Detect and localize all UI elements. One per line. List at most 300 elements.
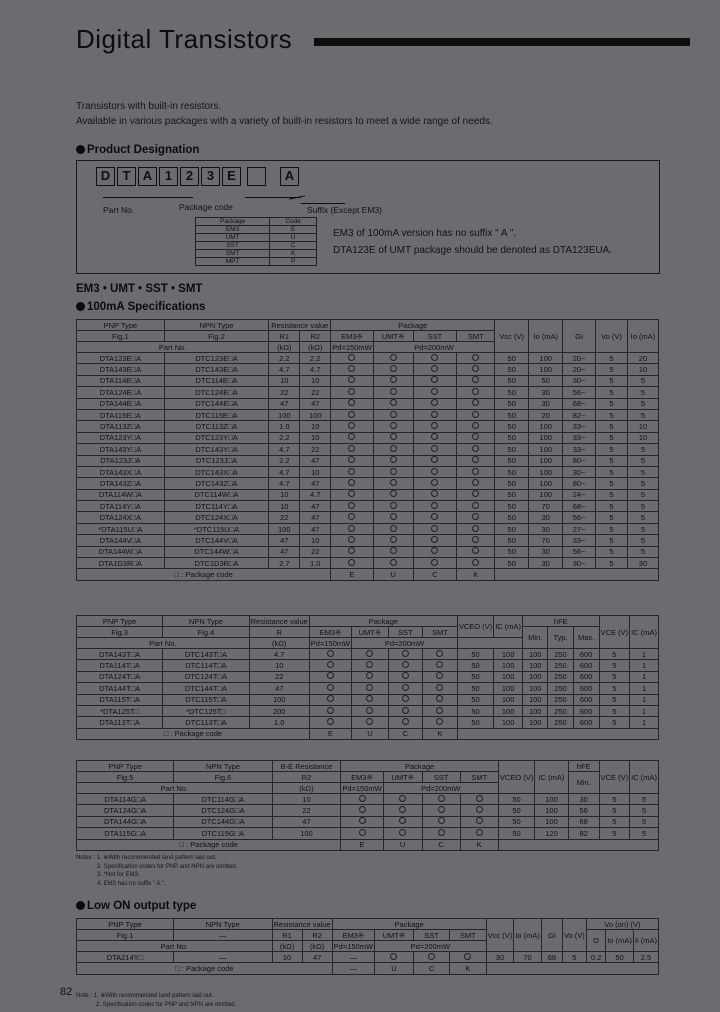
cell-ic2: 1 [630, 660, 659, 671]
cell-r2: 10 [300, 535, 331, 546]
table-row [77, 705, 659, 716]
available-mark-icon [390, 468, 397, 475]
available-mark-icon [464, 953, 471, 960]
available-mark-icon [399, 806, 406, 813]
spec-100ma-table [76, 319, 659, 581]
cell-em3 [331, 523, 373, 534]
available-mark-icon [348, 365, 355, 372]
cell-vcc: 50 [495, 501, 529, 512]
cell-sst [413, 409, 457, 420]
col-header: Pd=200mW [373, 342, 495, 353]
cell-r1: 4.7 [269, 444, 300, 455]
cell-io: 30 [529, 512, 563, 523]
cell-smt [423, 649, 458, 660]
npn-part: DTC143Z□A [164, 478, 269, 489]
cell-io2: 5 [627, 546, 658, 557]
cell-ic: 100 [494, 649, 523, 660]
cell-sst [413, 353, 457, 364]
cell-r1: 100 [269, 409, 300, 420]
col-header: Ii (mA) [633, 930, 658, 952]
available-mark-icon [431, 365, 438, 372]
available-mark-icon [431, 422, 438, 429]
group-heading: EM3 • UMT • SST • SMT [76, 283, 203, 295]
col-header: hFE [568, 761, 599, 772]
col-header: (kΩ) [269, 342, 300, 353]
cell-r2: 47 [300, 512, 331, 523]
cell-r2: 1.0 [300, 558, 331, 569]
cell-ic: 100 [494, 660, 523, 671]
cell-r1: 10 [269, 375, 300, 386]
cell-smt [457, 478, 495, 489]
table-row [77, 421, 659, 432]
designation-note: DTA123E of UMT package should be denoted as DTA123EUA. [333, 245, 613, 256]
available-mark-icon [348, 411, 355, 418]
available-mark-icon [436, 672, 443, 679]
package-code: C [413, 569, 457, 580]
box-char: E [222, 167, 241, 186]
cell-ic: 100 [494, 694, 523, 705]
title-rule [314, 38, 690, 46]
available-mark-icon [366, 718, 373, 725]
cell-hfe-typ: 250 [548, 717, 573, 728]
available-mark-icon [327, 707, 334, 714]
suffix-bracket [301, 203, 345, 204]
cell-vce: 5 [599, 794, 630, 805]
package-code: K [460, 839, 498, 850]
npn-part: DTC114T□A [163, 660, 249, 671]
map-cell: P [270, 258, 317, 266]
cell-r1: 4.7 [269, 478, 300, 489]
cell-smt [460, 828, 498, 839]
col-header: Fig.3 [77, 627, 163, 638]
available-mark-icon [402, 707, 409, 714]
package-code-map [195, 217, 317, 266]
cell-io2: 5 [627, 455, 658, 466]
npn-part: DTC144W□A [164, 546, 269, 557]
npn-part: DTC115T□A [163, 694, 249, 705]
available-mark-icon [436, 661, 443, 668]
table-row [77, 558, 659, 569]
col-header: GI [563, 320, 596, 353]
table-row [77, 816, 659, 827]
map-cell: MPT [196, 258, 270, 266]
col-header: SST [388, 627, 422, 638]
available-mark-icon [390, 559, 397, 566]
available-mark-icon [402, 661, 409, 668]
cell-hfe-min: 100 [523, 660, 548, 671]
cell-em3: — [332, 952, 374, 963]
cell-r1: 1.0 [269, 421, 300, 432]
cell-umt [383, 816, 422, 827]
cell-sst [413, 546, 457, 557]
cell-r: 22 [249, 671, 309, 682]
pnp-part: DTA113Z□A [77, 421, 165, 432]
cell-hfe-typ: 250 [548, 705, 573, 716]
available-mark-icon [366, 684, 373, 691]
cell-em3 [331, 558, 373, 569]
available-mark-icon [402, 695, 409, 702]
package-code: — [332, 963, 374, 974]
pnp-part: DTA115G□A [77, 828, 174, 839]
cell-umt [373, 398, 413, 409]
cell-sst [422, 816, 460, 827]
available-mark-icon [436, 695, 443, 702]
pnp-part: DTA143X□A [77, 466, 165, 477]
col-header: Min. [568, 772, 599, 794]
npn-part: DTC143X□A [164, 466, 269, 477]
cell-smt [457, 501, 495, 512]
spec-100ma-body [77, 353, 659, 569]
part-no-bracket [103, 197, 193, 198]
available-mark-icon [390, 525, 397, 532]
cell-umt [352, 705, 388, 716]
cell-ic: 100 [535, 794, 569, 805]
cell-gi: 33~ [563, 444, 596, 455]
cell-em3 [341, 828, 383, 839]
cell-io: 100 [529, 478, 563, 489]
cell-vce: 5 [599, 649, 630, 660]
cell-r2: 10 [300, 432, 331, 443]
cell-umt [383, 828, 422, 839]
col-header: VCE (V) [599, 761, 630, 794]
cell-em3 [331, 512, 373, 523]
table-row [77, 952, 659, 963]
cell-em3 [309, 671, 351, 682]
col-header: O [586, 930, 605, 952]
note-line: Notes : 1. ※With recommended land pattern laid out. [76, 855, 217, 861]
cell-em3 [331, 535, 373, 546]
cell-smt [457, 421, 495, 432]
available-mark-icon [348, 433, 355, 440]
cell-gi: 30~ [563, 558, 596, 569]
col-header: Fig.2 [164, 331, 269, 342]
col-header: Resistance value [273, 919, 331, 929]
table-row [77, 649, 659, 660]
cell-vo: 5 [596, 512, 628, 523]
col-header: R1 [269, 331, 300, 342]
cell-r1: 22 [269, 512, 300, 523]
col-header: PNP Type [77, 616, 163, 627]
pnp-part: DTA114Y□A [77, 501, 165, 512]
npn-part: DTC123E□A [164, 353, 269, 364]
available-mark-icon [472, 479, 479, 486]
cell-r2: 10 [300, 466, 331, 477]
cell-umt [373, 512, 413, 523]
cell-io: 70 [529, 501, 563, 512]
cell-r1: 100 [269, 523, 300, 534]
available-mark-icon [390, 433, 397, 440]
cell-em3 [331, 421, 373, 432]
col-header: Io (mA) [529, 320, 563, 353]
available-mark-icon [431, 388, 438, 395]
col-header: (kΩ) [300, 342, 331, 353]
cell-em3 [341, 816, 383, 827]
note-line: 2. Specification codes for PNP and NPN are omitted. [97, 863, 238, 870]
available-mark-icon [359, 806, 366, 813]
cell-hfe-min: 30 [568, 794, 599, 805]
available-mark-icon [359, 829, 366, 836]
available-mark-icon [390, 399, 397, 406]
cell-smt [457, 432, 495, 443]
cell-gi: 68~ [563, 398, 596, 409]
npn-part: DTC114Y□A [164, 501, 269, 512]
cell-hfe-min: 100 [523, 717, 548, 728]
cell-r2: 10 [272, 794, 341, 805]
cell-smt [457, 455, 495, 466]
npn-part: DTC143Y□A [164, 444, 269, 455]
available-mark-icon [348, 354, 355, 361]
pnp-part: *DTA115U□A [77, 523, 165, 534]
cell-umt [373, 455, 413, 466]
cell-r: 200 [249, 705, 309, 716]
cell-sst [413, 952, 449, 963]
cell-vceo: 50 [498, 794, 534, 805]
available-mark-icon [366, 695, 373, 702]
package-code: U [352, 728, 388, 739]
col-header: Part No. [77, 783, 273, 794]
title-row [76, 24, 690, 56]
available-mark-icon [327, 661, 334, 668]
cell-vo: 5 [562, 952, 586, 963]
cell-ic2: 5 [630, 794, 659, 805]
cell-hfe-min: 100 [523, 671, 548, 682]
cell-vce: 5 [599, 816, 630, 827]
package-code-footnote: □ : Package code [77, 569, 331, 580]
cell-r2: 47 [302, 952, 332, 963]
package-code-label: Package code [179, 202, 233, 212]
col-header: Min. [523, 627, 548, 649]
available-mark-icon [431, 547, 438, 554]
cell-gi: 68~ [563, 501, 596, 512]
cell-io: 30 [529, 398, 563, 409]
available-mark-icon [348, 445, 355, 452]
cell-sst [422, 805, 460, 816]
npn-part: DTC124G□A [174, 805, 272, 816]
cell-smt [457, 546, 495, 557]
cell-ic2: 1 [630, 705, 659, 716]
available-mark-icon [348, 422, 355, 429]
cell-vce: 5 [599, 660, 630, 671]
cell-hfe-max: 600 [573, 660, 599, 671]
col-header: UMT※ [373, 331, 413, 342]
cell-r: 10 [249, 660, 309, 671]
cell-vcc: 50 [495, 523, 529, 534]
npn-part: *DTC125T□ [163, 705, 249, 716]
cell-sst [413, 387, 457, 398]
col-header: Vo (on) (V) [586, 919, 658, 930]
box-char: T [117, 167, 136, 186]
cell-r2: 22 [272, 805, 341, 816]
pnp-part: DTA124X□A [77, 512, 165, 523]
cell-vce: 5 [599, 717, 630, 728]
table-row [77, 353, 659, 364]
col-header: Fig.1 [77, 331, 165, 342]
cell-smt [450, 952, 486, 963]
cell-vo: 5 [596, 489, 628, 500]
cell-ic2: 1 [630, 649, 659, 660]
cell-vceo: 50 [457, 683, 493, 694]
cell-r1: 47 [269, 535, 300, 546]
npn-part: DTC123J□A [164, 455, 269, 466]
available-mark-icon [390, 376, 397, 383]
cell-vceo: 50 [457, 649, 493, 660]
cell-vcc: 50 [495, 512, 529, 523]
cell-em3 [341, 805, 383, 816]
cell-sst [388, 717, 422, 728]
cell-hfe-typ: 250 [548, 649, 573, 660]
table-row [77, 398, 659, 409]
cell-io: 30 [529, 546, 563, 557]
cell-vcc: 50 [495, 353, 529, 364]
col-header: Vcc (V) [486, 919, 514, 952]
available-mark-icon [402, 718, 409, 725]
available-mark-icon [366, 650, 373, 657]
cell-umt [352, 717, 388, 728]
cell-sst [388, 671, 422, 682]
available-mark-icon [390, 502, 397, 509]
cell-ic2: 5 [630, 805, 659, 816]
npn-part: DTC123Y□A [164, 432, 269, 443]
available-mark-icon [431, 490, 438, 497]
cell-r2: 22 [300, 387, 331, 398]
col-header: IC (mA) [494, 616, 523, 638]
col-header: PNP Type [77, 919, 174, 930]
cell-sst [413, 489, 457, 500]
table-row [77, 660, 659, 671]
cell-io2: 10 [627, 364, 658, 375]
cell-em3 [309, 660, 351, 671]
cell-gi: 27~ [563, 523, 596, 534]
col-header: Package [309, 616, 457, 627]
cell-smt [460, 816, 498, 827]
cell-ic2: 1 [630, 717, 659, 728]
cell-gi: 33~ [563, 535, 596, 546]
available-mark-icon [472, 547, 479, 554]
cell-vceo: 50 [457, 671, 493, 682]
cell-vceo: 50 [498, 828, 534, 839]
designation-notes [333, 225, 612, 259]
cell-hfe-max: 600 [573, 671, 599, 682]
col-header: Pd=150mW [342, 783, 382, 793]
cell-io: 100 [529, 353, 563, 364]
col-header: VCEO (V) [457, 616, 493, 638]
cell-smt [457, 444, 495, 455]
cell-vo: 5 [596, 501, 628, 512]
cell-vo: 5 [596, 546, 628, 557]
cell-r1: 2.2 [269, 432, 300, 443]
cell-vo: 5 [596, 535, 628, 546]
available-mark-icon [472, 433, 479, 440]
cell-io: 100 [529, 466, 563, 477]
cell-io: 100 [529, 455, 563, 466]
available-mark-icon [348, 513, 355, 520]
table-row [77, 478, 659, 489]
available-mark-icon [327, 650, 334, 657]
col-header: Package [341, 761, 499, 772]
cell-vo: 5 [596, 375, 628, 386]
map-header: Code [270, 218, 317, 226]
cell-vce: 5 [599, 828, 630, 839]
cell-umt [383, 805, 422, 816]
cell-gi: 56~ [563, 512, 596, 523]
col-header: SST [413, 930, 449, 941]
cell-umt [375, 952, 414, 963]
cell-umt [373, 432, 413, 443]
col-header: Max. [573, 627, 599, 649]
cell-io: 100 [529, 432, 563, 443]
table-row [77, 805, 659, 816]
cell-hfe-min: 82 [568, 828, 599, 839]
table-row [77, 694, 659, 705]
available-mark-icon [390, 365, 397, 372]
cell-smt [457, 523, 495, 534]
lowon-heading: Low ON output type [76, 900, 196, 912]
cell-r: 47 [249, 683, 309, 694]
col-header: UMT※ [383, 772, 422, 783]
package-code: K [450, 963, 486, 974]
available-mark-icon [390, 547, 397, 554]
cell-io2: 5 [627, 501, 658, 512]
cell-umt [373, 558, 413, 569]
cell-vceo: 50 [457, 694, 493, 705]
available-mark-icon [399, 829, 406, 836]
cell-ic: 100 [494, 683, 523, 694]
package-code: U [373, 569, 413, 580]
pnp-part: DTA114G□A [77, 794, 174, 805]
col-header: (kΩ) [272, 783, 341, 794]
cell-sst [413, 421, 457, 432]
box-char: D [96, 167, 115, 186]
pnp-part: DTA214Y□ [77, 952, 174, 963]
cell-umt [373, 501, 413, 512]
cell-em3 [331, 478, 373, 489]
cell-ic: 100 [494, 717, 523, 728]
cell-smt [457, 398, 495, 409]
available-mark-icon [348, 502, 355, 509]
table-row [77, 409, 659, 420]
available-mark-icon [348, 468, 355, 475]
pnp-part: DTA115T□A [77, 694, 163, 705]
package-code: E [309, 728, 351, 739]
cell-vcc: 50 [495, 558, 529, 569]
col-header: Pd=200mW [375, 941, 487, 952]
cell-vceo: 50 [457, 717, 493, 728]
cell-smt [423, 683, 458, 694]
col-header: VCEO (V) [498, 761, 534, 794]
empty-cell [457, 638, 522, 649]
col-header: NPN Type [163, 616, 249, 627]
npn-part: DTC124X□A [164, 512, 269, 523]
col-header: Pd=150mW [333, 941, 374, 951]
pnp-part: DTA144E□A [77, 398, 165, 409]
map-cell: K [270, 250, 317, 258]
cell-hfe-max: 600 [573, 694, 599, 705]
cell-smt [457, 558, 495, 569]
cell-umt [383, 794, 422, 805]
cell-r1: 47 [269, 398, 300, 409]
cell-r1: 4.7 [269, 466, 300, 477]
col-header: B-E Resistance [272, 761, 341, 772]
pnp-part: DTA144T□A [77, 683, 163, 694]
empty-cell [486, 963, 658, 974]
npn-part: DTC113T□A [163, 717, 249, 728]
cell-io: 100 [529, 364, 563, 375]
cell-smt [457, 409, 495, 420]
available-mark-icon [431, 433, 438, 440]
available-mark-icon [472, 536, 479, 543]
cell-sst [413, 535, 457, 546]
cell-em3 [331, 444, 373, 455]
